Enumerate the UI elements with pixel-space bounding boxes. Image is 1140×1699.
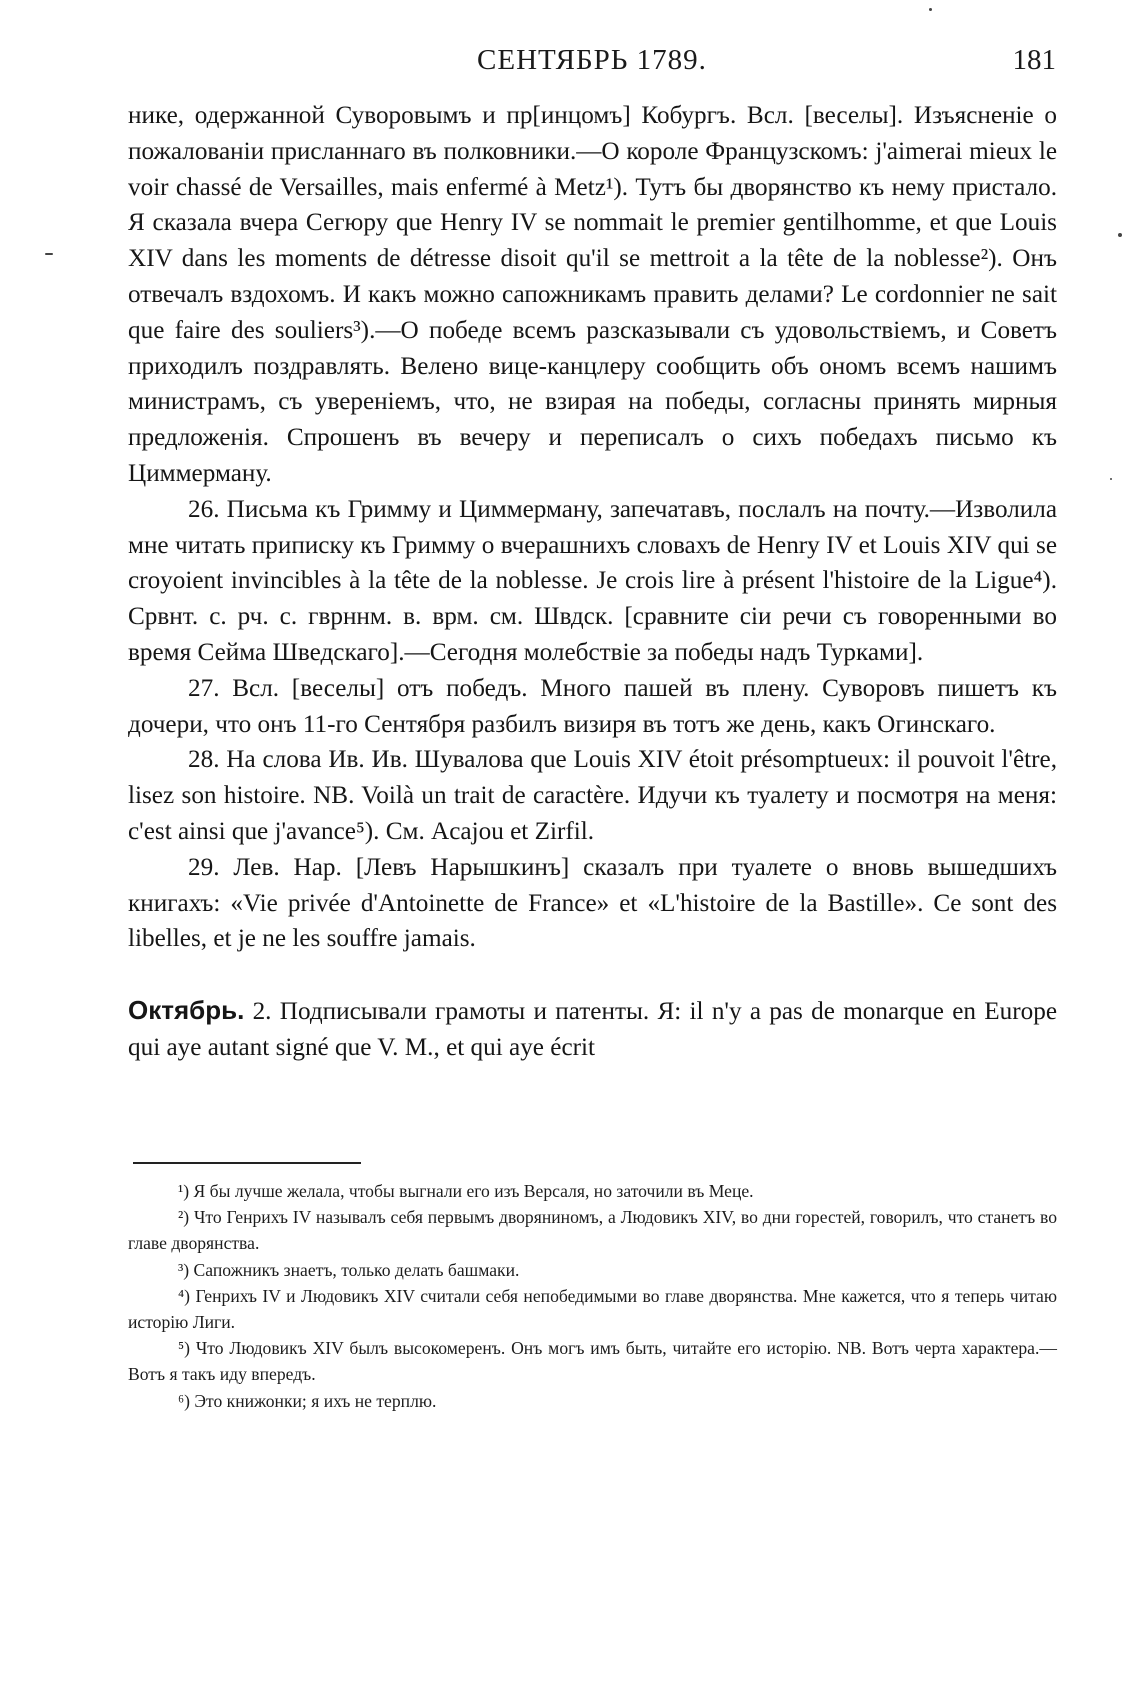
scan-speck	[929, 8, 932, 11]
footnote-rule	[133, 1162, 361, 1164]
entry-26: 26. Письма къ Гримму и Циммерману, запечатавъ, послалъ на почту.—Изволила мне читать приписку къ Гримму о вчерашнихъ словахъ de Henry IV et Louis XIV qui se croyoient invincibles à la tête de la noblesse. Je crois lire à présent l'histoire de la Ligue⁴). Срвнт. с. рч. с. гврннм. в. врм. см. Швдск. [сравните сіи речи съ говоренными во время Сейма Шведскаго].—Сегодня молебствіе за победы надъ Турками].	[128, 495, 1057, 666]
footnote-2: ²) Что Генрихъ IV называлъ себя первымъ дворяниномъ, а Людовикъ XIV, во дни горестей, говорилъ, что станетъ во главе дворянства.	[128, 1207, 1057, 1254]
main-text	[128, 98, 1057, 1066]
scan-speck	[1110, 478, 1112, 480]
entry-27: 27. Всл. [веселы] отъ победъ. Много пашей въ плену. Суворовъ пишетъ къ дочери, что онъ 11-го Сентября разбилъ визиря въ тотъ же день, какъ Огинскаго.	[128, 674, 1057, 738]
footnote-1: ¹) Я бы лучше желала, чтобы выгнали его изъ Версаля, но заточили въ Меце.	[178, 1181, 754, 1201]
page-title: СЕНТЯБРЬ 1789.	[477, 44, 707, 76]
scan-speck	[45, 253, 53, 255]
footnote-6: ⁶) Это книжонки; я ихъ не терплю.	[178, 1390, 437, 1411]
month-heading: Октябрь.	[128, 995, 245, 1026]
entry-29: 29. Лев. Нар. [Левъ Нарышкинъ] сказалъ при туалете о вновь вышедшихъ книгахъ: «Vie privée d'Antoinette de France» et «L'histoire de la Bastille». Ce sont des libelles, et je ne les souffre jamais.	[128, 853, 1057, 953]
running-header	[128, 44, 1056, 80]
entry-october-2	[128, 993, 1057, 1066]
entry-october-text: 2. Подписывали грамоты и патенты. Я: il n'y a pas de monarque en Europe qui aye autant signé que V. M., et qui aye écrit	[128, 998, 1057, 1061]
page-number: 181	[1012, 44, 1056, 76]
footnote-5: ⁵) Что Людовикъ XIV былъ высокомеренъ. Онъ могъ имъ быть, читайте его исторію. NB. Вотъ черта характера.—Вотъ я такъ иду впередъ.	[128, 1338, 1057, 1385]
footnote-3: ³) Сапожникъ знаетъ, только делать башмаки.	[178, 1259, 520, 1280]
footnotes	[128, 1178, 1057, 1414]
entry-28: 28. На слова Ив. Ив. Шувалова que Louis XIV étoit présomptueux: il pouvoit l'être, lisez son histoire. NB. Voilà un trait de caractère. Идучи къ туалету и посмотря на меня: c'est ainsi que j'avance⁵). См. Acajou et Zirfil.	[128, 746, 1057, 845]
paragraph-continued: нике, одержанной Суворовымъ и пр[инцомъ] Кобургъ. Всл. [веселы]. Изъясненіе о пожалованіи присланнаго въ полковники.—О короле Французскомъ: j'aimerai mieux le voir chassé de Versailles, mais enfermé à Metz¹). Тутъ бы дворянство къ нему пристало. Я сказала вчера Сегюру que Henry IV se nommait le premier gentilhomme, et que Louis XIV dans les moments de détresse disoit qu'il se mettroit a la tête de la noblesse²). Онъ отвечалъ вздохомъ. И какъ можно сапожникамъ править делами? Le cordonnier ne sait que faire des souliers³).—О победе всемъ разсказывали съ удовольствіемъ, и Советъ приходилъ поздравлять. Велено вице-канцлеру сообщить объ ономъ всемъ нашимъ министрамъ, съ увереніемъ, что, не взирая на победы, согласны принять мирныя предложенія. Спрошенъ въ вечеру и переписалъ о сихъ победахъ письмо къ Циммерману.	[128, 102, 1057, 487]
footnote-4: ⁴) Генрихъ IV и Людовикъ XIV считали себя непобедимыми во главе дворянства. Мне кажется, что я теперь читаю исторію Лиги.	[128, 1285, 1057, 1333]
scan-speck	[1118, 233, 1122, 237]
